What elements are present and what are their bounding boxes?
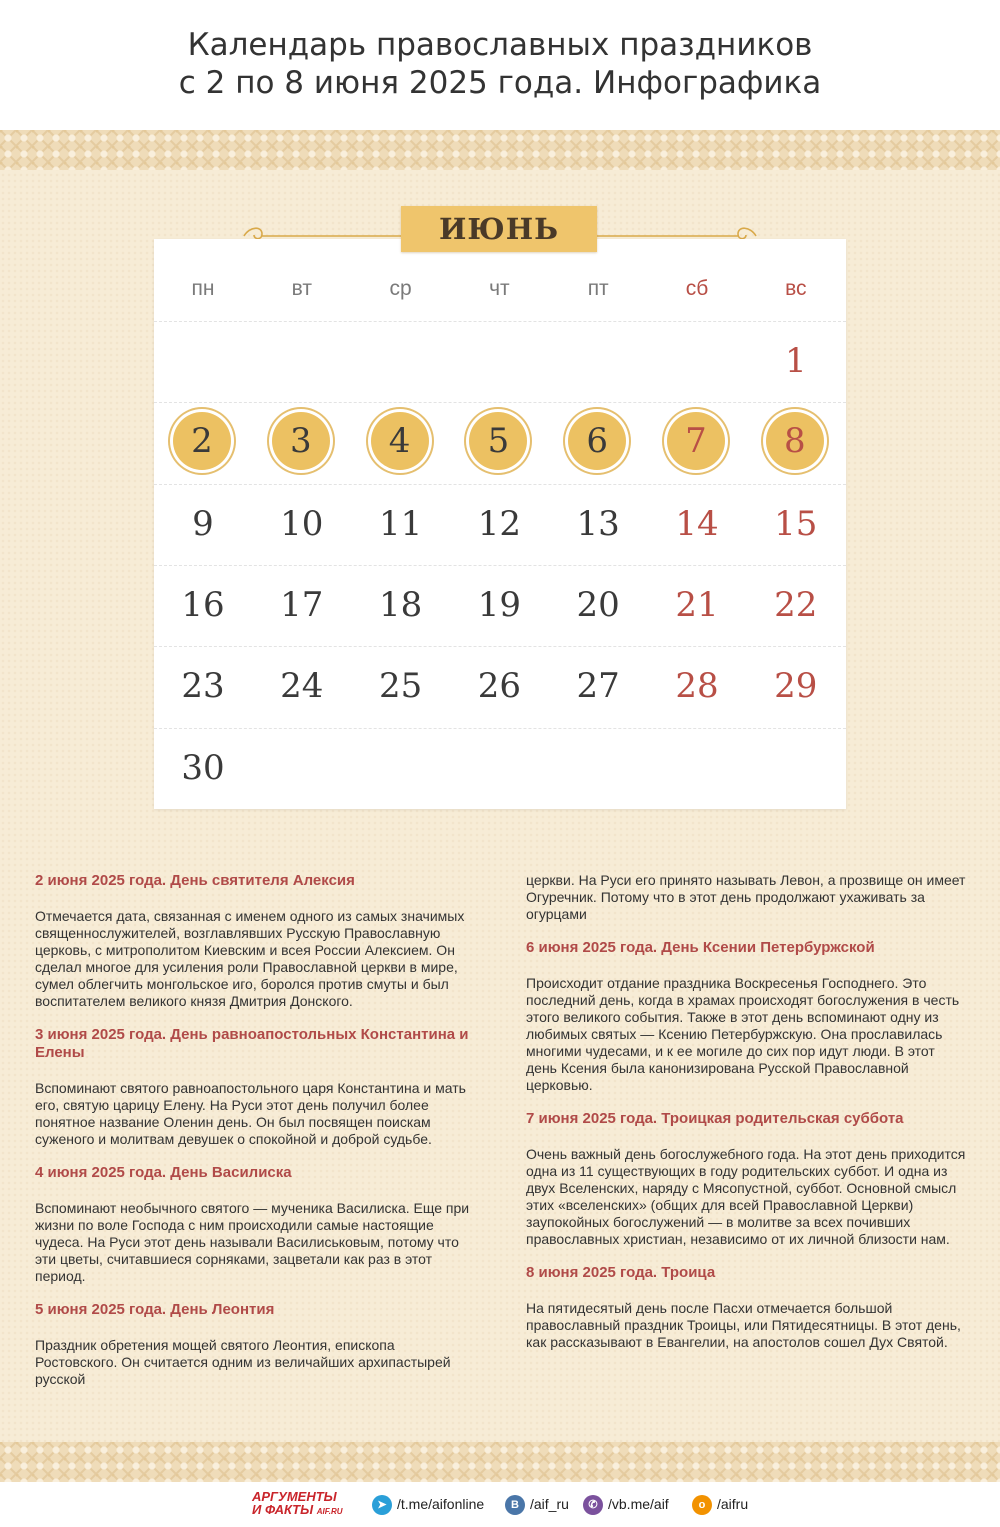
holiday-description: Очень важный день богослужебного года. На этот день приходится одна из 11 существующих в году родительских суббот. И одна из двух Вселенских, наряду с Мясопустной, суббот. Основной смысл этих «вселенских» (общих для всей Православной Церкви) заупокойных богослужений — в молитве за всех почивших православных христиан, независимо от их личной близости нам.	[526, 1146, 966, 1247]
weekday-2: ср	[389, 277, 412, 300]
calendar-day: 18	[378, 584, 423, 625]
logo-site: AIF.RU	[316, 1507, 343, 1516]
social-link-viber[interactable]	[583, 1493, 669, 1515]
logo-line-2-text: И ФАКТЫ	[252, 1502, 314, 1517]
holidays-column-left	[35, 872, 475, 1404]
day-highlight-circle: 2	[173, 412, 231, 470]
calendar-day: 23	[181, 666, 225, 707]
weekday-6: вс	[785, 277, 807, 300]
holiday-description: Праздник обретения мощей святого Леонтия, епископа Ростовского. Он считается одним из величайших архипастырей русской	[35, 1337, 451, 1387]
calendar-day: 1	[784, 341, 807, 381]
weekday-4: пт	[587, 277, 609, 300]
day-highlight-circle: 7	[667, 412, 725, 470]
calendar-day-highlighted	[352, 402, 450, 483]
calendar-day: 20	[576, 584, 620, 625]
vk-icon: В	[505, 1495, 525, 1515]
calendar-day: 26	[477, 666, 522, 707]
holiday-title: 5 июня 2025 года. День Леонтия	[35, 1301, 275, 1318]
logo-line-2	[252, 1503, 362, 1518]
month-plate	[401, 206, 597, 252]
holiday-description: Происходит отдание праздника Воскресенья Господнего. Это последний день, когда в храмах происходят богослужения в честь этого великого события. Также в этот день вспоминают одну из любимых святых — Ксению Петербуржскую. Она прославилась многими чудесами, и к ее могиле до сих пор идут люди. В этот день Ксения была канонизирована Русской Православной церковью.	[526, 975, 960, 1093]
holiday-title: 7 июня 2025 года. Троицкая родительская суббота	[526, 1110, 904, 1127]
weekday-1: вт	[291, 277, 312, 300]
weekday-5: сб	[685, 277, 709, 300]
calendar-day: 21	[675, 584, 719, 625]
calendar-day: 27	[576, 666, 620, 707]
holiday-description: Отмечается дата, связанная с именем одного из самых значимых священнослужителей, возглавлявших Русскую Православную церковь, с митрополитом Киевским и всея России Алексием. Он сделал многое для усиления роли Православной церкви в мире, сумел облегчить монгольское иго, боролся против смуты и был воспитателем великого князя Дмитрия Донского.	[35, 908, 465, 1009]
weekday-3: чт	[489, 277, 510, 300]
calendar-day: 12	[477, 503, 522, 544]
page-title-line-2: с 2 по 8 июня 2025 года. Инфографика	[178, 65, 822, 101]
social-link-vk[interactable]	[505, 1493, 569, 1515]
footer	[0, 1482, 1000, 1527]
weekday-0: пн	[191, 277, 215, 300]
calendar-day: 29	[774, 666, 818, 707]
ornament-band-bottom	[0, 1442, 1000, 1482]
social-link-label: /aif_ru	[530, 1496, 569, 1512]
calendar-day: 13	[576, 503, 620, 544]
calendar-day: 28	[675, 666, 719, 707]
calendar-day-highlighted	[253, 402, 351, 483]
social-link-telegram[interactable]	[372, 1493, 484, 1515]
viber-icon: ✆	[583, 1495, 603, 1515]
holiday-description: церкви. На Руси его принято называть Левон, а прозвище он имеет Огуречник. Потому что в этот день продолжают ухаживать за огурцами	[526, 872, 966, 922]
calendar-day: 30	[181, 747, 225, 788]
calendar-day-highlighted	[747, 402, 845, 483]
holiday-title: 4 июня 2025 года. День Василиска	[35, 1164, 292, 1181]
calendar-day: 11	[378, 503, 423, 544]
day-highlight-circle: 3	[272, 412, 330, 470]
calendar-day: 17	[280, 584, 324, 625]
holidays-column-right	[526, 872, 966, 1367]
day-highlight-circle: 6	[568, 412, 626, 470]
calendar-day: 19	[477, 584, 522, 625]
social-link-label: /t.me/aifonline	[397, 1496, 485, 1512]
social-link-odnoklassniki[interactable]	[692, 1493, 748, 1515]
page-header	[0, 0, 1000, 130]
calendar-card	[154, 239, 846, 809]
row-separator	[154, 321, 846, 322]
calendar-day-highlighted	[648, 402, 746, 483]
day-highlight-circle: 4	[371, 412, 429, 470]
holiday-title: 2 июня 2025 года. День святителя Алексия	[35, 872, 355, 889]
page-title-line-1: Календарь православных праздников	[187, 27, 813, 63]
holiday-description: Вспоминают необычного святого — мученика Василиска. Еще при жизни по воле Господа с ним происходили самые настоящие чудеса. На Руси этот день называли Василиськовым, потому что эти цветы, считавшиеся сорняками, зацветали как раз в этот период.	[35, 1200, 470, 1284]
calendar-day-highlighted	[549, 402, 647, 483]
aif-logo[interactable]	[252, 1490, 362, 1520]
row-separator	[154, 728, 846, 729]
social-link-label: /aifru	[717, 1496, 749, 1512]
calendar-day: 14	[675, 503, 719, 544]
calendar-day: 24	[280, 666, 324, 707]
day-highlight-circle: 8	[766, 412, 824, 470]
social-link-label: /vb.me/aif	[608, 1496, 669, 1512]
calendar-day: 22	[774, 584, 818, 625]
calendar-day: 15	[774, 503, 818, 544]
month-name: ИЮНЬ	[438, 212, 560, 246]
ornament-band-top	[0, 130, 1000, 170]
odnoklassniki-icon: о	[692, 1495, 712, 1515]
holiday-title: 8 июня 2025 года. Троица	[526, 1264, 716, 1281]
telegram-icon: ➤	[372, 1495, 392, 1515]
calendar-day: 16	[181, 584, 225, 625]
day-highlight-circle: 5	[469, 412, 527, 470]
calendar-day: 10	[280, 503, 324, 544]
calendar-day-highlighted	[450, 402, 548, 483]
logo-line-1: АРГУМЕНТЫ	[252, 1489, 337, 1504]
holiday-title: 3 июня 2025 года. День равноапостольных Константина и Елены	[35, 1026, 469, 1061]
holiday-description: На пятидесятый день после Пасхи отмечается большой православный праздник Троицы, или Пятидесятницы. В этот день, как рассказывают в Евангелии, на апостолов сошел Дух Святой.	[526, 1300, 961, 1350]
calendar-day: 9	[192, 503, 214, 544]
holiday-title: 6 июня 2025 года. День Ксении Петербуржской	[526, 939, 875, 956]
calendar-day: 25	[378, 666, 423, 707]
calendar-day-highlighted	[154, 402, 252, 483]
holiday-description: Вспоминают святого равноапостольного царя Константина и мать его, святую царицу Елену. На Руси этот день получил более понятное название Оленин день. Он был посвящен поискам суженого и молитвам девушек о спокойной и доброй судьбе.	[35, 1080, 466, 1147]
